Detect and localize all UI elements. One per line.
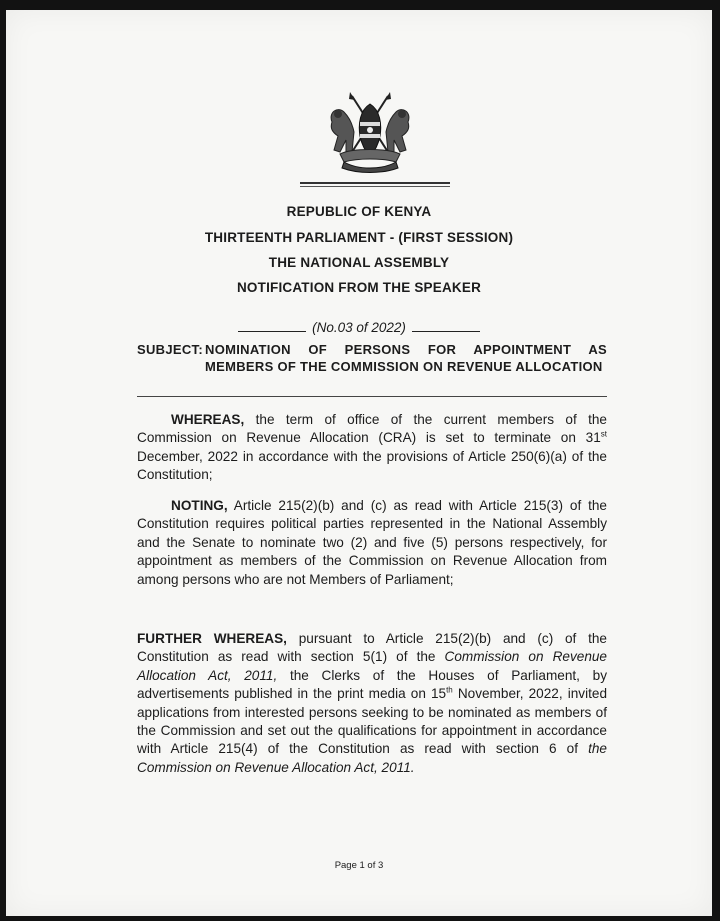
paragraph-lead: FURTHER WHEREAS, — [137, 631, 287, 646]
subject-block — [137, 341, 607, 375]
act-citation: Commission on Revenue Allocation Act, 2011, — [137, 649, 607, 683]
subject-divider — [137, 396, 607, 397]
ordinal-suffix: st — [600, 429, 607, 439]
paragraph-further-whereas — [137, 630, 607, 777]
paragraph-text: the Clerks of the Houses of Parliament, by advertisements published in the print media on 15 — [137, 667, 608, 702]
reference-number: (No.03 of 2022) — [312, 320, 406, 335]
assembly-heading: THE NATIONAL ASSEMBLY — [268, 255, 450, 270]
reference-underline-right — [412, 321, 480, 332]
act-citation: the Commission on Revenue Allocation Act, 2011. — [137, 741, 607, 775]
subject-text: NOMINATION OF PERSONS FOR APPOINTMENT AS MEMBERS OF THE COMMISSION ON REVENUE ALLOCATION — [205, 342, 607, 374]
paragraph-text: the term of office of the current members of the Commission on Revenue Allocation (CRA) is set to terminate on 31 — [137, 412, 607, 446]
page-number: Page 1 of 3 — [334, 860, 384, 871]
paragraph-text: Article 215(2)(b) and (c) as read with Article 215(3) of the Constitution requires political parties represented in the National Assembly and the Senate to nominate two (2) and five (5) persons respectively, for appointment as members of the Commission on Revenue Allocation from among persons who are not Members of Parliament; — [137, 498, 607, 587]
paragraph-text: pursuant to Article 215(2)(b) and (c) of the Constitution as read with section 5(1) of the — [137, 631, 607, 665]
kenya-coat-of-arms-icon — [322, 92, 418, 174]
reference-underline-left — [238, 321, 306, 332]
paragraph-whereas — [137, 411, 607, 485]
notification-reference — [6, 320, 712, 335]
paragraph-noting — [137, 497, 607, 589]
republic-heading: REPUBLIC OF KENYA — [286, 204, 432, 219]
paragraph-text: November, 2022, invited applications from interested persons seeking to be nominated as members of the Commission and set out the qualifications for appointment in accordance with Article 215(4) of the Constitution as read with section 6 of — [137, 686, 608, 757]
notification-heading: NOTIFICATION FROM THE SPEAKER — [236, 280, 482, 295]
paragraph-lead: WHEREAS, — [171, 412, 245, 427]
header-divider — [300, 182, 450, 184]
subject-label: SUBJECT: — [137, 342, 203, 357]
paragraph-lead: NOTING, — [171, 498, 228, 513]
document-page — [6, 10, 712, 916]
ordinal-suffix: th — [446, 685, 453, 695]
parliament-heading: THIRTEENTH PARLIAMENT - (FIRST SESSION) — [204, 230, 514, 245]
paragraph-text: December, 2022 in accordance with the provisions of Article 250(6)(a) of the Constitution; — [137, 448, 607, 483]
